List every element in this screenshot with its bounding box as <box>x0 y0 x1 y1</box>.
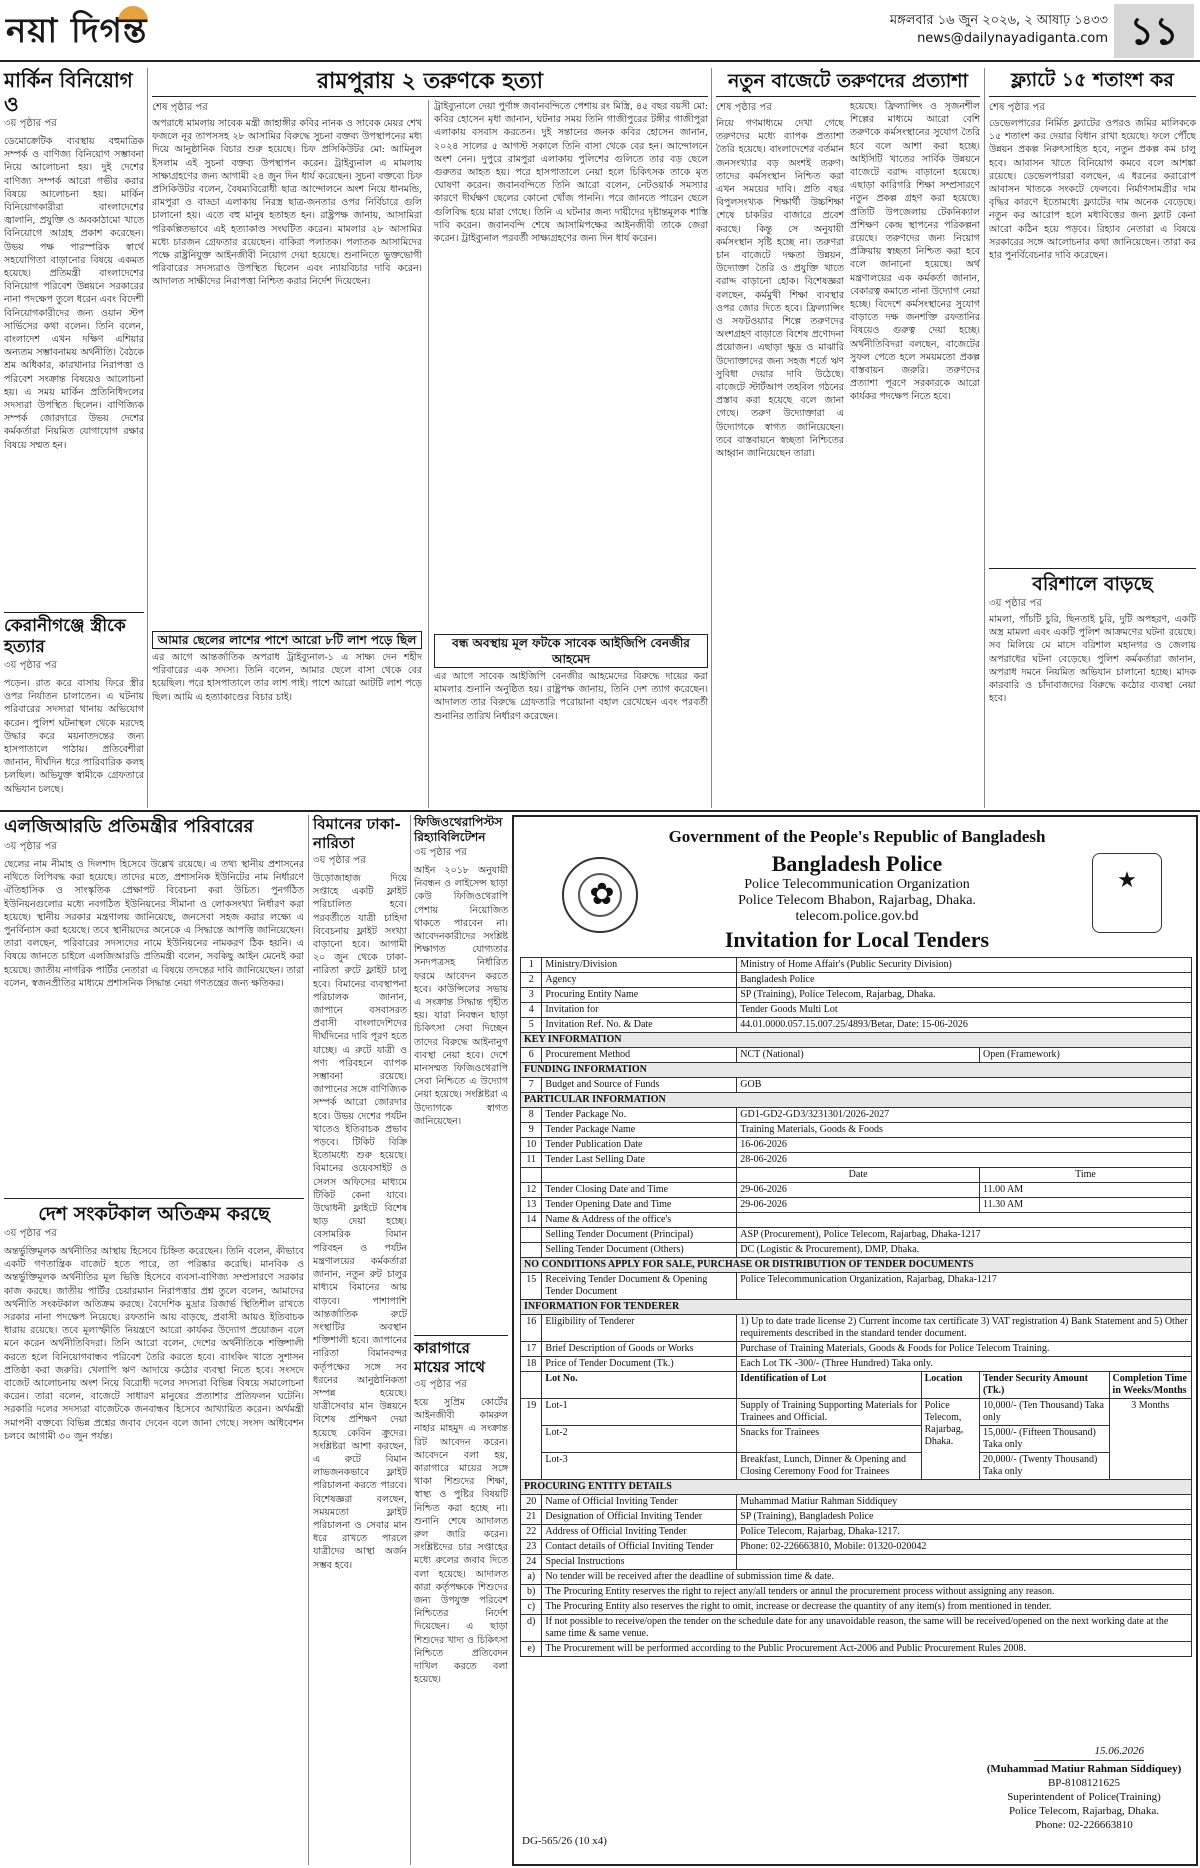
section-divider <box>0 810 1200 812</box>
column-divider <box>711 68 712 808</box>
issue-date: মঙ্গলবার ১৬ জুন ২০২৬, ২ আষাঢ় ১৪৩৩ <box>889 13 1108 28</box>
organization-subname: Police Telecommunication Organization <box>744 877 970 892</box>
article-body-4: এর আগে সাবেক আইজিপি বেনজীর আহমেদের বিরুদ্ধে দায়ের করা মামলার শুনানি অনুষ্ঠিত হয়। রাষ্ট্রপক্ষ জানায়, তিনি দেশ ত্যাগ করেছেন। আদালত তার বিরুদ্ধে গ্রেফতারি পরোয়ানা বহাল রেখেছেন এবং পরবর্তী শুনানির তারিখ নির্ধারণ করেছেন। <box>434 671 708 722</box>
police-badge-icon: ★ <box>1092 853 1162 933</box>
tender-title: Invitation for Local Tenders <box>724 927 990 952</box>
column-divider <box>428 100 429 808</box>
section-header: PROCURING ENTITY DETAILS <box>521 1480 1192 1495</box>
instruction-row: e) The Procurement will be performed according to the Public Procurement Act-2006 and Public Procurement Rules 2008. <box>521 1642 1192 1657</box>
table-row: 12 Tender Closing Date and Time 29-06-2026 11.00 AM <box>521 1183 1192 1198</box>
divider <box>4 612 144 613</box>
signatory-name: (Muhammad Matiur Rahman Siddiquey) <box>986 1763 1182 1775</box>
table-row: 15 Receiving Tender Document & Opening Tender Document Police Telecommunication Organization, Rajarbag, Dhaka-1217 <box>521 1273 1192 1300</box>
divider <box>4 1198 304 1199</box>
government-title: Government of the People's Republic of Bangladesh <box>668 827 1046 846</box>
signatory-block <box>974 1762 1194 1832</box>
table-row: 10 Tender Publication Date 16-06-2026 <box>521 1138 1192 1153</box>
continuation-note: ৩য় পৃষ্ঠার পর <box>313 855 366 866</box>
article-body-3: ট্রাইব্যুনালে দেয়া পুর্ণাঙ্গ জবানবন্দিতে পেশায় রং মিস্ত্রি, ৪৫ বছর বয়সী মো: কবির হোসেন মৃধা জানান, ঘটনার সময় তিনি গাজীপুরের টঙ্গীর গাজীপুরা এলাকায় বসবাস করতেন। দুই সন্তানের জনক কবির হোসেন জানান, ২০২৪ সালের ৫ আগস্ট সকালে তিনি বাসা থেকে বের হন। আন্দোলনে অংশ নেন। দুপুরে রামপুরা এলাকায় পুলিশের গুলিতে তার বড় ছেলে গুরুতর আহত হয়। পরে হাসপাতালে নেয়া হলে চিকিৎসক তাকে মৃত ঘোষণা করেন। জবানবন্দিতে তিনি আরো বলেন, নেটওয়ার্ক সমস্যার কারণে দীর্ঘক্ষণ ছেলের কোনো খোঁজ পাননি। পরে জানতে পারেন ছেলে গুলিবিদ্ধ হয়ে মারা গেছে। তিনি এ ঘটনার জন্য দায়ীদের দৃষ্টান্তমূলক শাস্তি দাবি করেন। জবানবন্দি শেষে আসামিপক্ষের আইনজীবী তাকে জেরা করেন। ট্রাইব্যুনাল পরবর্তী সাক্ষ্যগ্রহণের জন্য দিন ধার্য করেন। <box>434 101 708 245</box>
table-row: 11 Tender Last Selling Date 28-06-2026 <box>521 1153 1192 1168</box>
article-karagar <box>414 1339 508 1868</box>
section-header: KEY INFORMATION <box>521 1033 1192 1048</box>
signature-date: 15.06.2026 <box>1094 1745 1144 1757</box>
table-row: Selling Tender Document (Others) DC (Logistic & Procurement), DMP, Dhaka. <box>521 1243 1192 1258</box>
table-row: 6 Procurement Method NCT (National) Open (Framework) <box>521 1048 1192 1063</box>
continuation-note: ৩য় পৃষ্ঠার পর <box>414 1379 467 1390</box>
section-header: INFORMATION FOR TENDERER <box>521 1300 1192 1315</box>
article-body: উড়োজাহাজ দিয়ে সপ্তাহে একটি ফ্লাইট পরিচালিত হবে। পরবর্তীতে যাত্রী চাহিদা বিবেচনায় ফ্লাইট সংখ্যা বাড়ানো হবে। আগামী ২০ জুন থেকে ঢাকা-নারিতা রুটে ফ্লাইট চালু হবে। বিমানের ব্যবস্থাপনা পরিচালক জানান, জাপানে বসবাসরত প্রবাসী বাংলাদেশিদের দীর্ঘদিনের দাবি পূরণ হতে যাচ্ছে। এ রুটে যাত্রী ও পণ্য পরিবহনে ব্যাপক সম্ভাবনা রয়েছে। জাপানের সঙ্গে বাণিজ্যিক সম্পর্ক আরো জোরদার হবে। উভয় দেশের পর্যটন খাতেও ইতিবাচক প্রভাব পড়বে। টিকিট বিক্রি ইতোমধ্যে শুরু হয়েছে। বিমানের ওয়েবসাইট ও সেলস অফিসের মাধ্যমে টিকিট কেনা যাবে। উদ্বোধনী ফ্লাইটে বিশেষ ছাড় দেয়া হচ্ছে। বেসামরিক বিমান পরিবহন ও পর্যটন মন্ত্রণালয়ের কর্মকর্তারা জানান, নতুন রুট চালুর মাধ্যমে বিমানের আয় বাড়বে। পাশাপাশি আন্তর্জাতিক রুটে সংস্থাটির অবস্থান শক্তিশালী হবে। জাপানের নারিতা বিমানবন্দর কর্তৃপক্ষের সঙ্গে সব ধরনের আনুষ্ঠানিকতা সম্পন্ন হয়েছে। যাত্রীসেবার মান উন্নয়নে বিশেষ প্রশিক্ষণ দেয়া হয়েছে কেবিন ক্রুদের। সংশ্লিষ্টরা আশা করছেন, এ রুটে বিমান লাভজনকভাবে ফ্লাইট পরিচালনা করতে পারবে। বিশেষজ্ঞরা বলছেন, সময়মতো ফ্লাইট পরিচালনা ও সেবার মান ধরে রাখতে পারলে যাত্রীদের আস্থা অর্জন সম্ভব হবে। <box>313 873 407 1571</box>
tender-advertisement <box>512 815 1198 1866</box>
table-row: 20 Name of Official Inviting Tender Muhammad Matiur Rahman Siddiquey <box>521 1495 1192 1510</box>
continuation-note: ৩য় পৃষ্ঠার পর <box>4 841 57 852</box>
column-divider <box>308 815 309 1865</box>
headline[interactable]: নতুন বাজেটে তরুণদের প্রত্যাশা <box>727 70 969 92</box>
signatory-designation: Superintendent of Police(Training) <box>1007 1791 1161 1803</box>
lot-row: 19 Lot-1 Supply of Training Supporting Materials for Trainees and Official. Police Telecom, Rajarbag, Dhaka. 10,000/- (Ten Thousand) Taka only 3 Months <box>521 1399 1192 1426</box>
continuation-note: শেষ পৃষ্ঠার পর <box>989 102 1045 113</box>
continuation-note: ৩য় পৃষ্ঠার পর <box>4 1228 57 1239</box>
table-row: 1 Ministry/Division Ministry of Home Affair's (Public Security Division) <box>521 958 1192 973</box>
continuation-note: শেষ পৃষ্ঠার পর <box>716 102 772 113</box>
instruction-row: b) The Procuring Entity reserves the right to reject any/all tenders or annul the procurement process without assigning any reason. <box>521 1585 1192 1600</box>
headline[interactable]: এলজিআরডি প্রতিমন্ত্রীর পরিবারের <box>4 816 254 837</box>
signature <box>1034 1737 1144 1761</box>
continuation-note: ৩য় পৃষ্ঠার পর <box>4 660 57 671</box>
signatory-phone: Phone: 02-226663810 <box>1035 1819 1133 1831</box>
lot-row: Lot-3 Breakfast, Lunch, Dinner & Opening and Closing Ceremony Food for Trainees 20,000/- (Twenty Thousand) Taka only <box>521 1453 1192 1480</box>
headline[interactable]: ফিজিওথেরাপিস্টস রিহ্যাবিলিটেশন <box>414 815 503 844</box>
table-row: 16 Eligibility of Tenderer 1) Up to date trade license 2) Current income tax certificate 3) VAT registration 4) Bank Statement and 5) Other requirements described in the standard tender document. <box>521 1315 1192 1342</box>
lot-row: Lot-2 Snacks for Trainees 15,000/- (Fifteen Thousand) Taka only <box>521 1426 1192 1453</box>
article-barishal <box>989 572 1196 818</box>
table-row: 4 Invitation for Tender Goods Multi Lot <box>521 1003 1192 1018</box>
headline[interactable]: দেশ সংকটকাল অতিক্রম করছে <box>38 1203 270 1225</box>
table-row: 9 Tender Package Name Training Materials, Goods & Foods <box>521 1123 1192 1138</box>
tender-table <box>520 957 1192 1657</box>
instruction-row: a) No tender will be received after the deadline of submission time & date. <box>521 1570 1192 1585</box>
contact-email[interactable]: news@dailynayadiganta.com <box>917 31 1108 46</box>
article-body: ডেমোক্রেটিক ব্যবস্থায় বহুমাত্রিক সম্পর্ক ও বাণিজ্য বিনিয়োগ সম্ভাবনা নিয়ে আলোচনা হয়। দুই দেশের বাণিজ্য সম্পর্ক আরো গভীর করার বিষয়ে আলোচনা হয়। মার্কিন বিনিয়োগকারীরা বাংলাদেশের জ্বালানি, প্রযুক্তি ও অবকাঠামো খাতে বিনিয়োগে আগ্রহ প্রকাশ করেছেন। উভয় পক্ষ পারস্পরিক স্বার্থে সহযোগিতা বাড়ানোর বিষয়ে একমত হয়েছে। প্রতিমন্ত্রী বাংলাদেশের বিনিয়োগ পরিবেশ উন্নয়নে সরকারের নানা পদক্ষেপ তুলে ধরেন এবং বিদেশী বিনিয়োগকারীদের জন্য ওয়ান স্টপ সার্ভিসের কথা বলেন। তিনি বলেন, বাংলাদেশ এখন দক্ষিণ এশিয়ার অন্যতম সম্ভাবনাময় অর্থনীতি। বৈঠকে শ্রম অধিকার, কারখানার নিরাপত্তা ও পরিবেশ সংক্রান্ত বিষয়েও আলোচনা হয়। এ সময় মার্কিন প্রতিনিধিদলের সদস্যরা উপস্থিত ছিলেন। বাণিজ্যিক সম্পর্ক জোরদারে উভয় দেশের কর্মকর্তারা নিয়মিত যোগাযোগ রক্ষার বিষয়ে সম্মত হন। <box>4 136 144 451</box>
table-row: 18 Price of Tender Document (Tk.) Each Lot TK -300/- (Three Hundred) Taka only. <box>521 1357 1192 1372</box>
article-body: অপরাধে মামলায় সাবেক মন্ত্রী জাহাঙ্গীর কবির নানক ও সাবেক মেয়র শেখ ফজলে নূর তাপসসহ ২৮ আসামির বিরুদ্ধে সুচনা বক্তব্য উপস্থাপনের মধ্য দিয়ে আনুষ্ঠানিক বিচার শুরু হয়েছে। চিফ প্রসিকিউটর মো: আমিনুল ইসলাম এই সুচনা বক্তব্য উপস্থাপন করেন। ট্রাইব্যুনাল এ মামলায় সাক্ষ্যগ্রহণের জন্য আগামী ২৪ জুন দিন ধার্য করেছেন। সুচনা বক্তব্যে চিফ প্রসিকিউটর বলেন, বৈষম্যবিরোধী ছাত্র আন্দোলনে অংশ নিয়ে ধানমন্ডি, রামপুরা ও বাড্ডা এলাকায় নিরস্ত্র ছাত্র-জনতার ওপর নির্বিচারে গুলি চালানো হয়। এতে বহু মানুষ হতাহত হন। রাষ্ট্রপক্ষ জানায়, আসামিরা পরিকল্পিতভাবে এই হত্যাকাণ্ড সংঘটিত করেন। মামলার ২৮ আসামির মধ্যে চারজন গ্রেফতার রয়েছেন। বাকিরা পলাতক। পলাতক আসামিদের পক্ষে রাষ্ট্রনিযুক্ত আইনজীবী নিয়োগ দেয়া হয়েছে। শুনানিতে ভুক্তভোগী পরিবারের সদস্যরাও উপস্থিত ছিলেন এবং ন্যায়বিচার দাবি করেন। আদালত সাক্ষীদের নিরাপত্তা নিশ্চিত করার নির্দেশ দিয়েছেন। <box>152 118 422 288</box>
dateline <box>890 12 1108 48</box>
article-body: পড়েন। রাত করে বাসায় ফিরে স্ত্রীর ওপর নির্যাতন চালাতেন। এ ঘটনায় পরিবারের সদস্যরা থানায় অভিযোগ করেন। পুলিশ ঘটনাস্থল থেকে মরদেহ উদ্ধার করে ময়নাতদন্তের জন্য হাসপাতালে পাঠায়। প্রতিবেশীরা জানান, দীর্ঘদিন ধরে পারিবারিক কলহ চলছিল। অভিযুক্ত স্বামীকে গ্রেফতারে অভিযান চলছে। <box>4 678 144 795</box>
instruction-row: c) The Procuring Entity also reserves the right to omit, increase or decrease the quantity of any item(s) from mentioned in tender. <box>521 1600 1192 1615</box>
divider <box>152 96 708 97</box>
article-desh <box>4 1202 304 1868</box>
section-header: FUNDING INFORMATION <box>521 1063 1192 1078</box>
subheading[interactable]: বন্ধ অবস্থায় মূল ফটকে সাবেক আইজিপি বেনজীর আহমেদ <box>434 634 708 668</box>
article-body: ডেভেলপারের নির্মিত ফ্ল্যাটের ওপরও জমির মালিককে ১৫ শতাংশ কর দেয়ার বিধান রাখা হয়েছে। ফলে পৌঁছে উন্নয়ন প্রকল্প নিরুৎসাহিত হবে, নতুন প্রকল্প কম চালু হবে। আবাসন খাতে বিনিয়োগ কমবে বলে আশঙ্কা রয়েছে। ডেভেলপাররা বলছেন, এ ধরনের করারোপ আবাসন খাতকে সংকটে ফেলবে। নির্মাণসামগ্রীর দাম বৃদ্ধির কারণে ইতোমধ্যে ফ্ল্যাটের দাম অনেক বেড়েছে। নতুন কর আরোপ হলে মধ্যবিত্তের জন্য ফ্ল্যাট কেনা আরো কঠিন হয়ে পড়বে। রিহ্যাব নেতারা এ বিষয়ে সরকারের সঙ্গে আলোচনার কথা জানিয়েছেন। তারা কর হার পুনর্বিবেচনার দাবি করেছেন। <box>989 118 1196 262</box>
signatory-address: Police Telecom, Rajarbag, Dhaka. <box>1009 1805 1159 1817</box>
divider <box>989 568 1196 569</box>
divider <box>716 96 980 97</box>
headline[interactable]: কেরানীগঞ্জে স্ত্রীকে হত্যার <box>4 616 126 657</box>
section-header: NO CONDITIONS APPLY FOR SALE, PURCHASE OR DISTRIBUTION OF TENDER DOCUMENTS <box>521 1258 1192 1273</box>
organization-address: Police Telecom Bhabon, Rajarbag, Dhaka. <box>738 893 976 908</box>
instruction-row: d) If not possible to receive/open the tender on the schedule date for any unavoidable reason, the same will be received/opened on the next working date at the same time & same venue. <box>521 1615 1192 1642</box>
continuation-note: শেষ পৃষ্ঠার পর <box>152 102 208 113</box>
continuation-note: ৩য় পৃষ্ঠার পর <box>989 598 1042 609</box>
organization-name: Bangladesh Police <box>771 851 943 876</box>
table-row: 21 Designation of Official Inviting Tender SP (Training), Bangladesh Police <box>521 1510 1192 1525</box>
article-budget <box>716 68 980 460</box>
article-rampura <box>152 68 708 722</box>
table-row: 17 Brief Description of Goods or Works Purchase of Training Materials, Goods & Foods for Police Telecom Training. <box>521 1342 1192 1357</box>
table-row: 14 Name & Address of the office's <box>521 1213 1192 1228</box>
column-divider <box>410 815 411 1865</box>
headline[interactable]: বিমানের ঢাকা-নারিতা <box>313 815 401 852</box>
table-row: 13 Tender Opening Date and Time 29-06-2026 11.30 AM <box>521 1198 1192 1213</box>
headline[interactable]: রামপুরায় ২ তরুণকে হত্যা <box>316 68 544 94</box>
table-row: Date Time <box>521 1168 1192 1183</box>
column-divider <box>984 68 985 808</box>
table-row: 5 Invitation Ref. No. & Date 44.01.0000.057.15.007.25/4893/Betar, Date: 15-06-2026 <box>521 1018 1192 1033</box>
table-row: 2 Agency Bangladesh Police <box>521 973 1192 988</box>
table-row: 7 Budget and Source of Funds GOB <box>521 1078 1192 1093</box>
subheading[interactable]: আমার ছেলের লাশের পাশে আরো ৮টি লাশ পড়ে ছিল <box>152 631 422 649</box>
continuation-note: ৩য় পৃষ্ঠার পর <box>414 847 467 858</box>
newspaper-logo[interactable]: নয়া দিগন্ত <box>6 11 148 51</box>
article-body-2: এর আগে আন্তর্জাতিক অপরাধ ট্রাইব্যুনাল-১ এ সাক্ষ্য দেন শহীদ পরিবারের এক সদস্য। তিনি বলেন, আমার ছেলে বাসা থেকে বের হয়েছিল। পরে হাসপাতালে তার লাশ পাই। পাশে আরো আটটি লাশ পড়ে ছিল। আমি এ হত্যাকাণ্ডের বিচার চাই। <box>152 652 422 703</box>
bangladesh-emblem-icon: ✿ <box>562 857 638 933</box>
table-row: Selling Tender Document (Principal) ASP (Procurement), Police Telecom, Rajarbag, Dhaka-1217 <box>521 1228 1192 1243</box>
lot-header-row: Lot No. Identification of Lot Location Tender Security Amount (Tk.) Completion Time in Weeks/Months <box>521 1372 1192 1399</box>
headline[interactable]: কারাগারে মায়ের সাথে <box>414 1339 486 1376</box>
article-body: হয়ে সুপ্রিম কোর্টের আইনজীবী কামরুল নাহার মাহমুদ এ সংক্রান্ত রিট আবেদন করেন। আবেদনে বলা হয়, কারাগারে মায়ের সঙ্গে থাকা শিশুদের শিক্ষা, স্বাস্থ্য ও পুষ্টির বিষয়টি নিশ্চিত করা হচ্ছে না। শুনানি শেষে আদালত রুল জারি করেন। সংশ্লিষ্টদের চার সপ্তাহের মধ্যে রুলের জবাব দিতে বলা হয়েছে। আদালত কারা কর্তৃপক্ষকে শিশুদের জন্য উপযুক্ত পরিবেশ নিশ্চিতের নির্দেশ দিয়েছেন। এ ছাড়া শিশুদের খাদ্য ও চিকিৎসা নিশ্চিতে প্রতিবেদন দাখিল করতে বলা হয়েছে। <box>414 1397 508 1686</box>
divider <box>414 1335 508 1336</box>
article-flat <box>989 68 1196 705</box>
table-row: 23 Contact details of Official Inviting Tender Phone: 02-226663810, Mobile: 01320-020042 <box>521 1540 1192 1555</box>
article-body: অন্তর্ভুক্তিমূলক অর্থনীতির আস্থায় হিসেবে চিহ্নিত করেছেন। তিনি বলেন, কীভাবে একটি গণতান্ত্রিক বাজেট হতে পারে, তা পরিষ্কার করেছি। মানবিক ও অন্তর্ভুক্তিমূলক অর্থনীতির মূল ভিত্তি হিসেবে ব্যবসা-বাণিজ্য সম্প্রসারণে সরকার কাজ করছে। জাতীয় পার্টির চেয়ারম্যান নিরাপত্তার প্রশ্ন তুলে বলেন, আমাদের অর্থনীতি সংকটকাল অতিক্রম করছে। বৈদেশিক মুদ্রার রিজার্ভ স্থিতিশীল রাখতে সরকার নানা পদক্ষেপ নিয়েছে। রফতানি আয় বাড়ছে, প্রবাসী আয়ও ইতিবাচক ধারায় রয়েছে। তবে মূল্যস্ফীতি নিয়ন্ত্রণে আরো কার্যকর উদ্যোগ প্রয়োজন বলে মনে করেন অর্থনীতিবিদরা। তিনি আরো বলেন, দেশের অর্থনীতিকে শক্তিশালী করতে হলে বিনিয়োগবান্ধব পরিবেশ তৈরি করতে হবে। ব্যাংকিং খাতে সুশাসন প্রতিষ্ঠা করা জরুরি। খেলাপি ঋণ আদায়ে কঠোর ব্যবস্থা নিতে হবে। সংসদে বাজেট আলোচনায় অংশ নিয়ে বিরোধী দলের সদস্যরা বিভিন্ন বিষয়ে সমালোচনা করেন। তারা বলেন, বাজেটে সাধারণ মানুষের প্রত্যাশার প্রতিফলন ঘটেনি। সরকারি দলের সদস্যরা বাজেটকে জনবান্ধব হিসেবে আখ্যায়িত করেন। অর্থমন্ত্রী সমাপনী বক্তব্যে বিভিন্ন প্রশ্নের জবাব দেবেন বলে জানা গেছে। সংসদ অধিবেশন চলবে আগামী ৩০ জুন পর্যন্ত। <box>4 1246 304 1442</box>
article-body-2: হয়েছে। ফ্রিল্যান্সিং ও সৃজনশীল শিল্পের মাধ্যমে আরো বেশি তরুণকে কর্মসংস্থানের সুযোগ তৈরি হবে বলে আশা করা হচ্ছে। আইসিটি খাতের সার্বিক উন্নয়নে বাজেটে বরাদ্দ বাড়ানো হয়েছে। এছাড়া কারিগরি শিক্ষা সম্প্রসারণে নতুন প্রকল্প গ্রহণ করা হয়েছে। প্রতিটি উপজেলায় টেকনিক্যাল প্রশিক্ষণ কেন্দ্র স্থাপনের পরিকল্পনা রয়েছে। তরুণদের জন্য নিয়োগ প্রক্রিয়ায় স্বচ্ছতা নিশ্চিত করা হবে বলে জানানো হয়েছে। অর্থ মন্ত্রণালয়ের এক কর্মকর্তা জানান, বেকারত্ব কমাতে নানা উদ্যোগ নেয়া হচ্ছে। বিদেশে কর্মসংস্থানের সুযোগ বাড়াতে দক্ষ জনশক্তি রফতানির বিষয়েও গুরুত্ব দেয়া হচ্ছে। অর্থনীতিবিদরা বলছেন, বাজেটের সুফল পেতে হলে সময়মতো প্রকল্প বাস্তবায়ন জরুরি। তরুণদের প্রত্যাশা পূরণে সরকারকে আরো কার্যকর পদক্ষেপ নিতে হবে। <box>850 101 980 403</box>
table-row: 8 Tender Package No. GD1-GD2-GD3/3231301/2026-2027 <box>521 1108 1192 1123</box>
article-body: মামলা, পাঁচটি চুরি, ছিনতাই চুরি, দুটি অপহরণ, একটি অস্ত্র মামলা এবং একটি পুলিশ আক্রমণের ঘটনা রয়েছে। সব মিলিয়ে মে মাসে বরিশাল মহানগর ও জেলায় অপরাধের ঘটনা বেড়েছে। পুলিশ কর্মকর্তারা জানান, অপরাধ দমনে নিয়মিত অভিযান চালানো হচ্ছে। মাদক কারবারি ও চাঁদাবাজদের বিরুদ্ধে কঠোর ব্যবস্থা নেয়া হবে। <box>989 614 1196 705</box>
section-header: PARTICULAR INFORMATION <box>521 1093 1192 1108</box>
article-marking <box>4 68 144 675</box>
organization-website[interactable]: telecom.police.gov.bd <box>795 909 919 924</box>
masthead <box>0 0 1200 62</box>
article-body: নিয়ে গণমাধ্যমে দেখা গেছে তরুণদের মধ্যে ব্যাপক প্রত্যাশা তৈরি হয়েছে। বাংলাদেশের বর্তমান জনসংখ্যার বড় অংশই তরুণ। তাদের কর্মসংস্থান নিশ্চিত করা এখন সময়ের দাবি। প্রতি বছর বিপুলসংখ্যক শিক্ষার্থী উচ্চশিক্ষা শেষে চাকরির বাজারে প্রবেশ করছে। কিন্তু সে অনুযায়ী কর্মসংস্থান সৃষ্টি হচ্ছে না। তরুণরা চান বাজেটে দক্ষতা উন্নয়ন, উদ্যোক্তা তৈরি ও প্রযুক্তি খাতে বরাদ্দ বাড়ানো হোক। বিশেষজ্ঞরা বলছেন, কর্মমুখী শিক্ষা ব্যবস্থার ওপর জোর দিতে হবে। ফ্রিল্যান্সিং ও সফটওয়্যার শিল্পে তরুণদের অংশগ্রহণ বাড়াতে বিশেষ প্রণোদনা প্রয়োজন। এছাড়া ক্ষুদ্র ও মাঝারি উদ্যোক্তাদের জন্য সহজ শর্তে ঋণ সুবিধা দেয়ার দাবি উঠেছে। বাজেটে স্টার্টআপ তহবিল গঠনের প্রস্তাব করা হয়েছে বলে জানা গেছে। তরুণ উদ্যোক্তারা এ উদ্যোগকে স্বাগত জানিয়েছেন। তবে বাস্তবায়নে স্বচ্ছতা নিশ্চিতের আহ্বান জানিয়েছেন তারা। <box>716 118 844 460</box>
signatory-bp: BP-8108121625 <box>1047 1777 1121 1789</box>
headline[interactable]: বরিশালে বাড়ছে <box>1032 573 1153 595</box>
article-bimaner <box>313 815 407 1868</box>
table-row: 24 Special Instructions <box>521 1555 1192 1570</box>
table-row: 22 Address of Official Inviting Tender Police Telecom, Rajarbag, Dhaka-1217. <box>521 1525 1192 1540</box>
headline[interactable]: ফ্ল্যাটে ১৫ শতাংশ কর <box>1011 69 1174 91</box>
continuation-note: ৩য় পৃষ্ঠার পর <box>4 118 57 129</box>
ad-code: DG-565/26 (10 x4) <box>522 1835 607 1847</box>
article-body: ছেলের নাম নীমাহ ও দিলশাদ হিসেবে উল্লেখ রয়েছে। এ তথ্য স্থানীয় প্রশাসনের নথিতে লিপিবদ্ধ করা হয়েছে। তাদের মতে, প্রশাসনিক ইউনিটের নাম নির্ধারণে ঐতিহাসিক ও সাংস্কৃতিক প্রেক্ষাপট বিবেচনা করা উচিত। পুনর্গঠিত ইউনিয়নগুলোর মধ্যে নবগঠিত ইউনিয়নের সীমানা ও লোকসংখ্যা নির্ধারণ করা হয়েছে। স্থানীয় সরকার মন্ত্রণালয় জানিয়েছে, জনসেবা সহজ করার লক্ষ্যে এ পুনর্বিন্যাস করা হয়েছে। তবে স্থানীয়দের অনেকে এ সিদ্ধান্তে আপত্তি জানিয়েছেন। তারা বলছেন, পরিবারের সদস্যদের নামে ইউনিয়নের নামকরণ ঠিক হয়নি। এ বিষয়ে জানতে চাইলে এলজিআরডি প্রতিমন্ত্রী বলেন, সবকিছু আইন মেনেই করা হয়েছে। জাতীয় নাগরিক পার্টির নেতারা এ বিষয়ে তদন্তের দাবি জানিয়েছেন। তারা বলেন, স্বজনপ্রীতির মাধ্যমে প্রশাসনিক সিদ্ধান্ত নেয়া গণতন্ত্রের জন্য ক্ষতিকর। <box>4 859 304 989</box>
page-number: ১১ <box>1114 4 1194 58</box>
article-physio <box>414 815 508 1686</box>
article-body: আইন ২০১৮ অনুযায়ী নিবন্ধন ও লাইসেন্স ছাড়া কেউ ফিজিওথেরাপি পেশায় নিয়োজিত থাকতে পারবেন না। আবেদনকারীদের সংশ্লিষ্ট শিক্ষাগত যোগ্যতার সনদপত্রসহ নির্ধারিত ফরমে আবেদন করতে হবে। কাউন্সিলের সভায় এ সংক্রান্ত সিদ্ধান্ত গৃহীত হয়। যারা নিবন্ধন ছাড়া চিকিৎসা সেবা দিচ্ছেন তাদের বিরুদ্ধে আইনানুগ ব্যবস্থা নেয়া হবে। দেশে মানসম্মত ফিজিওথেরাপি সেবা নিশ্চিতে এ উদ্যোগ নেয়া হয়েছে। সংশ্লিষ্টরা এ উদ্যোগকে স্বাগত জানিয়েছেন। <box>414 865 508 1127</box>
article-lgrd <box>4 815 304 1218</box>
headline[interactable]: মার্কিন বিনিয়োগ ও <box>4 68 133 116</box>
table-row: 3 Procuring Entity Name SP (Training), Police Telecom, Rajarbag, Dhaka. <box>521 988 1192 1003</box>
divider <box>989 96 1196 97</box>
column-divider <box>147 68 148 808</box>
